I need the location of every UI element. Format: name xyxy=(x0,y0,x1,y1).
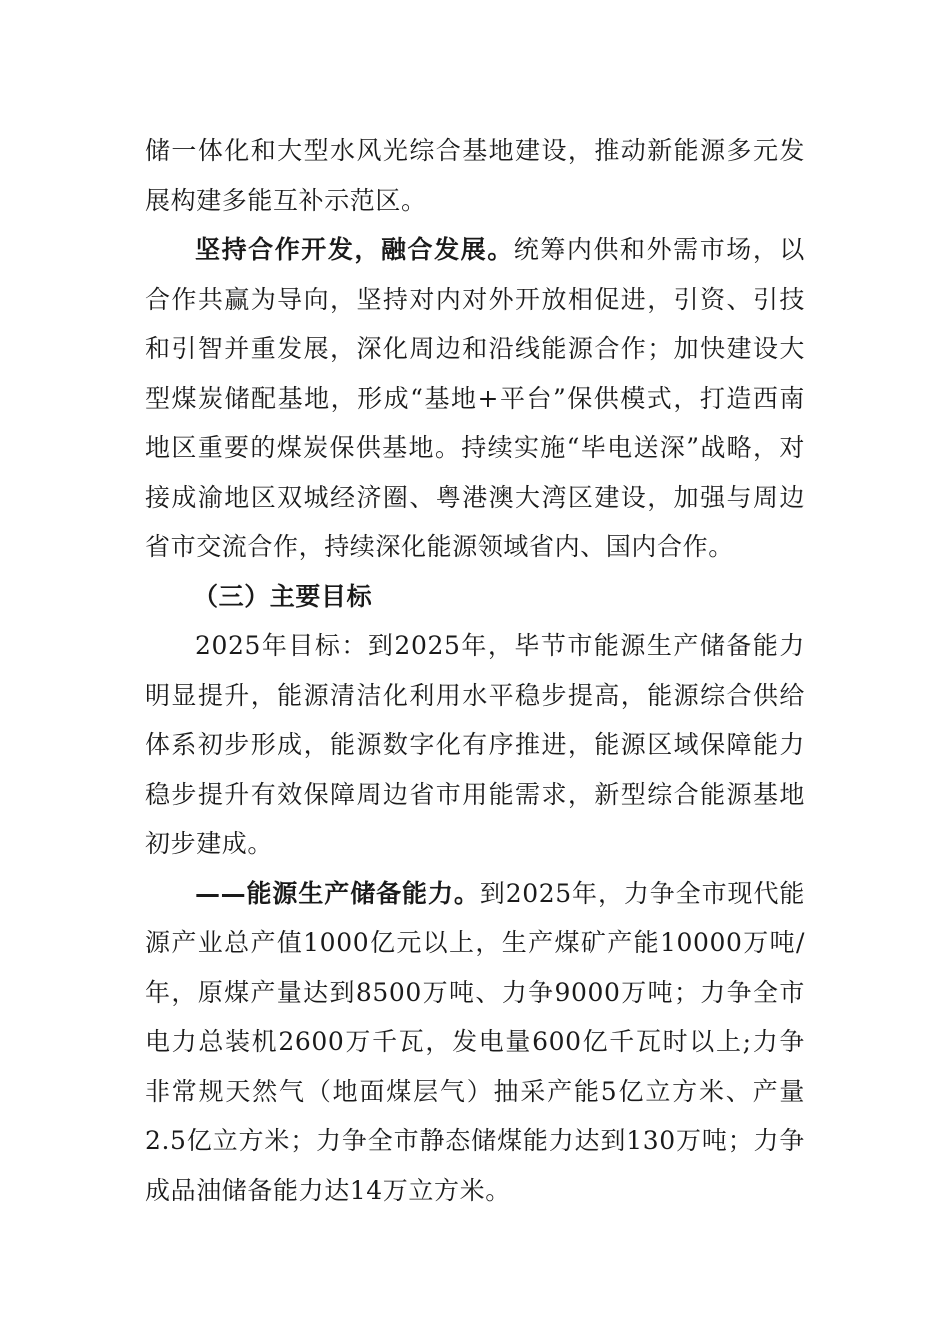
paragraph-production-capacity xyxy=(145,869,805,1216)
section-heading: （三）主要目标 xyxy=(193,581,373,611)
document-body xyxy=(145,126,805,1215)
paragraph-text: 统筹内供和外需市场，以合作共赢为导向，坚持对内对外开放相促进，引资、引技和引智并重发展，深化周边和沿线能源合作；加快建设大型煤炭储配基地，形成“基地+平台”保供模式，打造西南地区重要的煤炭保供基地。持续实施“毕电送深”战略，对接成渝地区双城经济圈、粤港澳大湾区建设，加强与周边省市交流合作，持续深化能源领域省内、国内合作。 xyxy=(145,235,805,561)
paragraph-text: 到2025年，力争全市现代能源产业总产值1000亿元以上，生产煤矿产能10000万吨/年，原煤产量达到8500万吨、力争9000万吨；力争全市电力总装机2600万千瓦，发电量600亿千瓦时以上;力争非常规天然气（地面煤层气）抽采产能5亿立方米、产量2.5亿立方米；力争全市静态储煤能力达到130万吨；力争成品油储备能力达14万立方米。 xyxy=(145,878,805,1205)
paragraph-lead-bold: 坚持合作开发，融合发展。 xyxy=(195,235,514,264)
paragraph-text: 储一体化和大型水风光综合基地建设，推动新能源多元发展构建多能互补示范区。 xyxy=(145,136,805,215)
paragraph-text: 2025年目标：到2025年，毕节市能源生产储备能力明显提升，能源清洁化利用水平稳步提高，能源综合供给体系初步形成，能源数字化有序推进，能源区域保障能力稳步提升有效保障周边省市用能需求，新型综合能源基地初步建成。 xyxy=(145,631,805,858)
paragraph-cooperation xyxy=(145,225,805,572)
paragraph-continuation xyxy=(145,126,805,225)
paragraph-goals-2025 xyxy=(145,621,805,869)
paragraph-lead-bold: ——能源生产储备能力。 xyxy=(195,878,480,908)
